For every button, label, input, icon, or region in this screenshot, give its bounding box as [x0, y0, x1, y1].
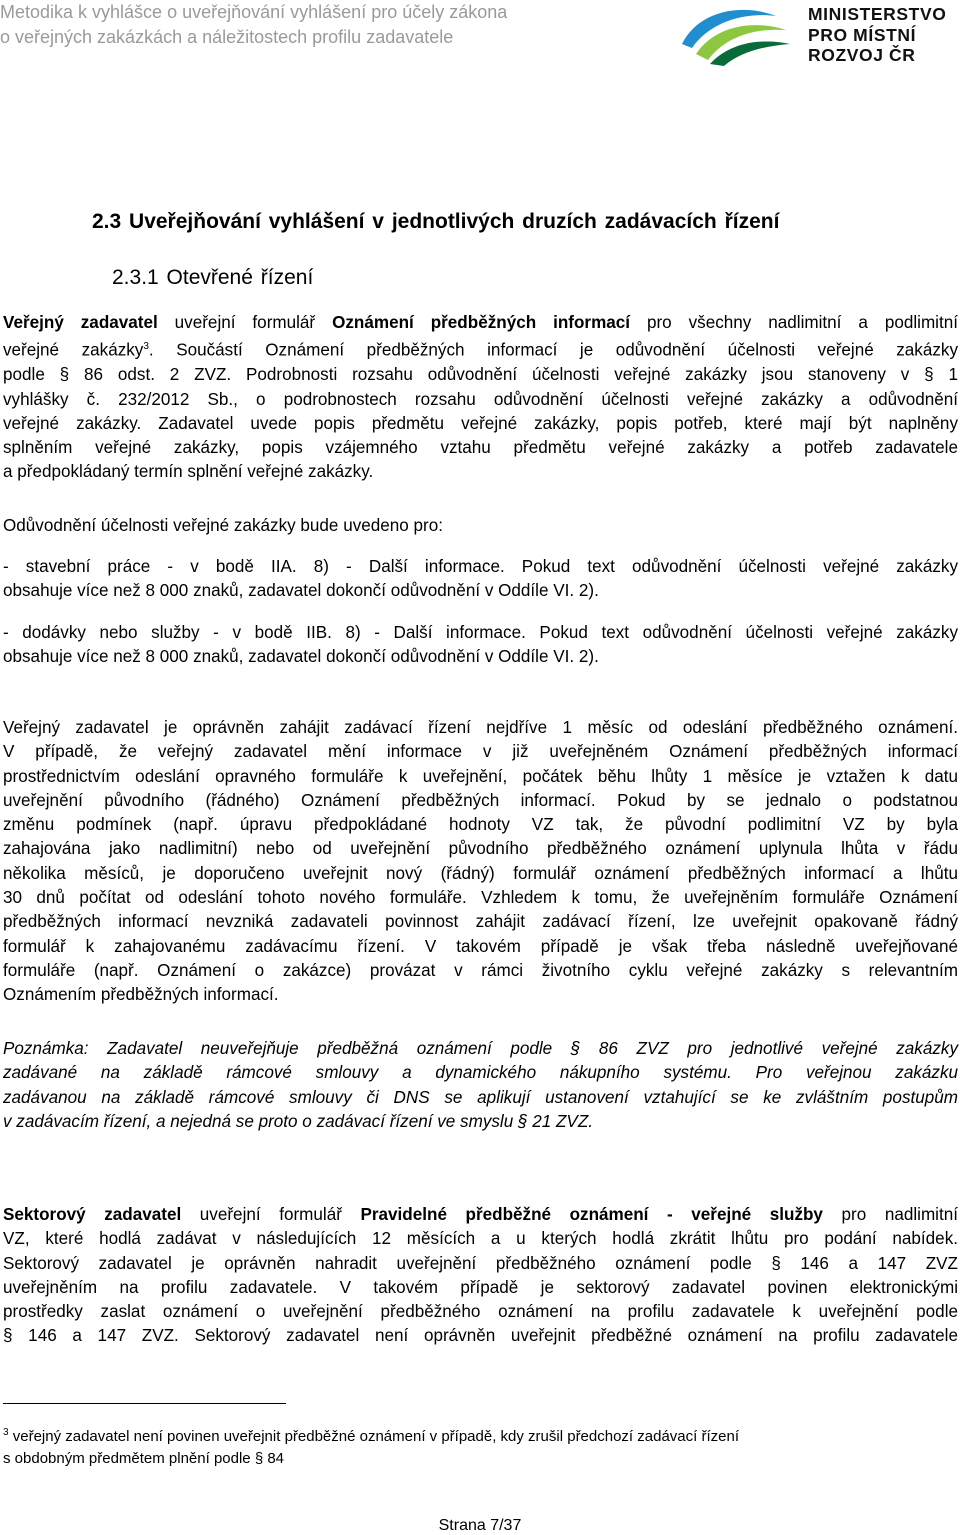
- paragraph-public-contracting-authority: [3, 311, 958, 485]
- paragraph-construction-works: [3, 555, 958, 604]
- p5-line-11: formuláře (např. Oznámení o zakázce) provázat v rámci životního cyklu veřejné zakázky s relevantním: [3, 960, 958, 980]
- header-title-line-2: o veřejných zakázkách a náležitostech profilu zadavatele: [0, 27, 454, 47]
- p6-line-2: VZ, které hodlá zadávat v následujících 12 měsících a u kterých hodlá zkrátit lhůtu pro podání nabídek.: [3, 1229, 958, 1249]
- p1-line-7: a předpokládaný termín splnění veřejné zakázky.: [3, 462, 374, 482]
- p6-line-4: uveřejněním na profilu zadavatele. V takovém případě je sektorový zadavatel povinen elektronickými: [3, 1277, 958, 1297]
- p5-line-1: Veřejný zadavatel je oprávněn zahájit zadávací řízení nejdříve 1 měsíc od odeslání předběžného oznámení.: [3, 718, 958, 737]
- p1-line-5: veřejné zakázky. Zadavatel uvede popis předmětu veřejné zakázky, popis potřeb, které mají být naplněny: [3, 413, 958, 433]
- logo-text-line-2: PRO MÍSTNÍ: [808, 24, 917, 45]
- note-line-3: zadávanou na základě rámcové smlouvy či DNS se aplikují ustanovení vztahující se ke zvláštním postupům: [3, 1087, 958, 1107]
- ministry-logo-text: [808, 4, 946, 66]
- page-number: Strana 7/37: [438, 1517, 522, 1534]
- p5-line-5: změnu podmínek (např. úpravu předpokládané hodnoty VZ tak, že původní podlimitní VZ by byla: [3, 815, 958, 835]
- p6-line-1: Sektorový zadavatel uveřejní formulář Pravidelné předběžné oznámení - veřejné služby pro nadlimitní: [3, 1205, 958, 1224]
- p1-line-2: veřejné zakázky$^3$. Součástí Oznámení předběžných informací je odůvodnění účelnosti veřejné zakázky: [3, 340, 958, 360]
- p3-line-2: obsahuje více než 8 000 znaků, zadavatel dokončí odůvodnění v Oddíle VI. 2).: [3, 581, 599, 601]
- p6-line-3: Sektorový zadavatel je oprávněn nahradit uveřejnění předběžného oznámení podle § 146 a 147 ZVZ: [3, 1253, 958, 1273]
- p3-line-1: - stavební práce - v bodě IIA. 8) - Další informace. Pokud text odůvodnění účelnosti veřejné zakázky: [3, 557, 958, 576]
- p1-line-3: podle § 86 odst. 2 ZVZ. Podrobnosti rozsahu odůvodnění účelnosti veřejné zakázky jsou stanoveny v § 1: [3, 365, 958, 385]
- p5-line-8: 30 dnů počítat od odeslání tohoto nového formuláře. Vzhledem k tomu, že uveřejněním formuláře Oznámení: [3, 888, 958, 908]
- note-line-4: v zadávacím řízení, a nejedná se proto o zadávací řízení ve smyslu § 21 ZVZ.: [3, 1111, 594, 1131]
- note-line-2: zadávané na základě rámcové smlouvy a dynamického nákupního systému. Pro veřejnou zakázku: [3, 1063, 958, 1083]
- footnote: [3, 1422, 739, 1470]
- paragraph-procedure-start: [3, 716, 958, 1008]
- footnote-line-1: $^3$ veřejný zadavatel není povinen uveřejnit předběžné oznámení v případě, kdy zrušil předchozí zadávací řízení: [3, 1427, 739, 1445]
- section-heading: 2.3 Uveřejňování vyhlášení v jednotlivých druzích zadávacích řízení: [92, 210, 780, 233]
- p4-line-2: obsahuje více než 8 000 znaků, zadavatel dokončí odůvodnění v Oddíle VI. 2).: [3, 647, 599, 667]
- document-header-title: [0, 0, 507, 50]
- ministry-logo: [676, 2, 960, 66]
- p5-line-6: zahajována jako nadlimitní) nebo od uveřejnění původního předběžného oznámení uplynula lhůta v řádu: [3, 839, 958, 859]
- p1-line-4: vyhlášky č. 232/2012 Sb., o podrobnostech rozsahu odůvodnění účelnosti veřejné zakázky a odůvodnění: [3, 389, 958, 409]
- note-line-1: Poznámka: Zadavatel neuveřejňuje předběžná oznámení podle § 86 ZVZ pro jednotlivé veřejné zakázky: [3, 1039, 958, 1058]
- paragraph-justification-intro: [3, 514, 958, 538]
- paragraph-sector-contracting-authority: [3, 1203, 958, 1349]
- ministry-emblem-icon: [676, 4, 794, 66]
- logo-text-line-3: ROZVOJ ČR: [808, 45, 916, 65]
- paragraph-supplies-services: [3, 621, 958, 670]
- p5-line-2: V případě, že veřejný zadavatel mění informace v již uveřejněném Oznámení předběžných informací: [3, 742, 958, 762]
- footnote-line-2: s obdobným předmětem plnění podle § 84: [3, 1450, 285, 1467]
- note-paragraph: [3, 1037, 958, 1134]
- p5-line-7: několika měsíců, je doporučeno uveřejnit nový (řádný) formulář oznámení předběžných informací a lhůtu: [3, 863, 958, 883]
- p5-line-3: prostřednictvím odeslání opravného formuláře k uveřejnění, počátek běhu lhůty 1 měsíce je vztažen k datu: [3, 766, 958, 786]
- p2-line: Odůvodnění účelnosti veřejné zakázky bude uvedeno pro:: [3, 516, 443, 535]
- footnote-mark: 3: [3, 1427, 9, 1438]
- logo-text-line-1: MINISTERSTVO: [808, 4, 947, 24]
- p5-line-10: formulář k zahajovanému zadávacímu řízení. V takovém případě je však třeba následně uveřejňované: [3, 936, 958, 956]
- p6-line-6: § 146 a 147 ZVZ. Sektorový zadavatel není oprávněn uveřejnit předběžné oznámení na profilu zadavatele: [3, 1326, 958, 1346]
- p5-line-4: uveřejnění původního (řádného) Oznámení předběžných informací. Pokud by se jednalo o podstatnou: [3, 790, 958, 810]
- p1-line-1: Veřejný zadavatel uveřejní formulář Oznámení předběžných informací pro všechny nadlimitní a podlimitní: [3, 313, 958, 332]
- footnote-ref-3[interactable]: 3: [143, 341, 149, 353]
- p4-line-1: - dodávky nebo služby - v bodě IIB. 8) - Další informace. Pokud text odůvodnění účelnosti veřejné zakázky: [3, 623, 958, 642]
- p1-line-6: splněním veřejné zakázky, popis vzájemného vztahu předmětu veřejné zakázky a potřeb zadavatele: [3, 438, 958, 458]
- p6-line-5: prostředky zaslat oznámení o uveřejnění předběžného oznámení na profilu zadavatele k uveřejnění podle: [3, 1302, 958, 1322]
- header-title-line-1: Metodika k vyhlášce o uveřejňování vyhlášení pro účely zákona: [0, 2, 508, 22]
- footnote-separator: [3, 1403, 286, 1404]
- p5-line-12: Oznámením předběžných informací.: [3, 985, 279, 1005]
- subsection-heading: 2.3.1 Otevřené řízení: [112, 266, 314, 289]
- p5-line-9: předběžných informací nevzniká zadavateli povinnost zahájit zadávací řízení, lze uveřejnit opakovaně řádný: [3, 912, 958, 932]
